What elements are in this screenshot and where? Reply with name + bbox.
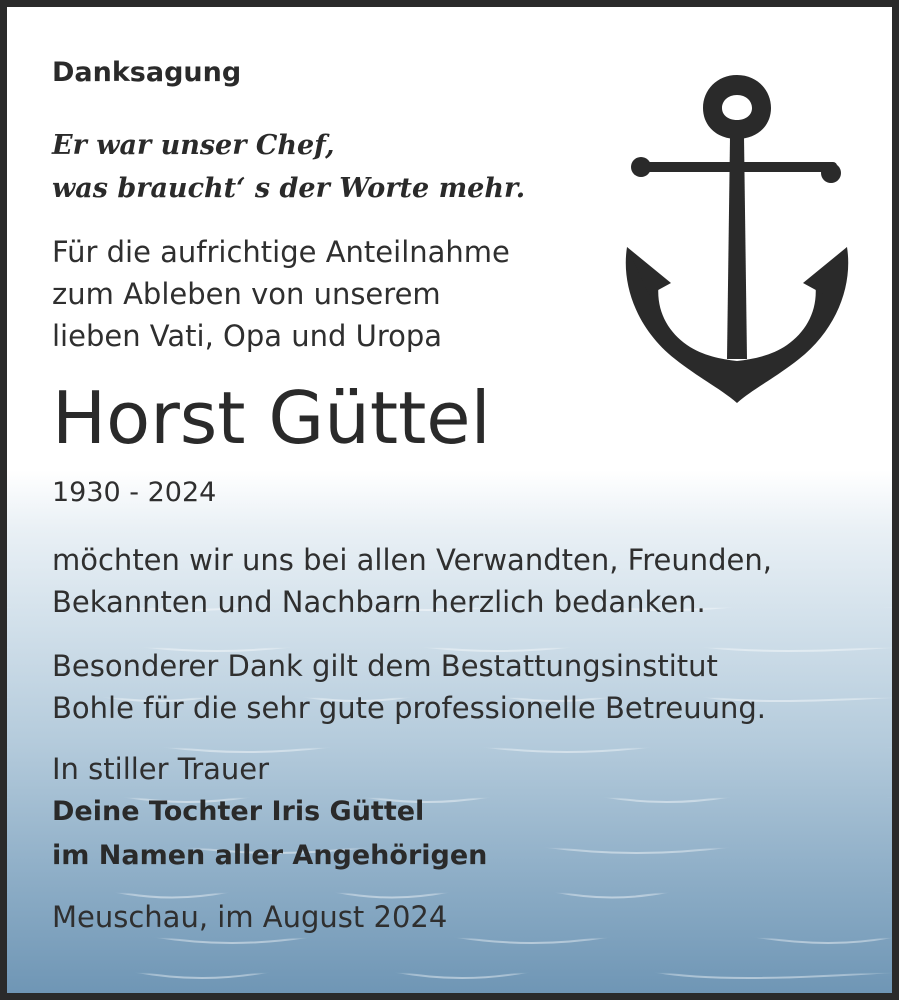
intro-text bbox=[52, 231, 510, 357]
special-thanks-line: Bohle für die sehr gute professionelle Betreuung. bbox=[52, 691, 766, 725]
motto-line: was braucht‘ s der Worte mehr. bbox=[52, 173, 526, 204]
motto-line: Er war unser Chef, bbox=[52, 130, 335, 161]
thanks-text bbox=[52, 539, 772, 623]
family-line: im Namen aller Angehörigen bbox=[52, 840, 488, 871]
thanks-line: Bekannten und Nachbarn herzlich bedanken. bbox=[52, 585, 706, 619]
motto bbox=[52, 124, 525, 210]
family-signature bbox=[52, 790, 487, 878]
intro-line: zum Ableben von unserem bbox=[52, 277, 441, 311]
intro-line: lieben Vati, Opa und Uropa bbox=[52, 319, 443, 353]
mourning-line: In stiller Trauer bbox=[52, 752, 270, 786]
anchor-icon bbox=[619, 69, 855, 407]
intro-line: Für die aufrichtige Anteilnahme bbox=[52, 235, 510, 269]
special-thanks-line: Besonderer Dank gilt dem Bestattungsinstitut bbox=[52, 649, 718, 683]
notice-heading: Danksagung bbox=[52, 57, 242, 88]
life-years: 1930 - 2024 bbox=[52, 477, 217, 508]
thanks-line: möchten wir uns bei allen Verwandten, Freunden, bbox=[52, 543, 772, 577]
deceased-name: Horst Güttel bbox=[52, 376, 491, 460]
family-line: Deine Tochter Iris Güttel bbox=[52, 796, 425, 827]
place-date: Meuschau, im August 2024 bbox=[52, 900, 448, 934]
special-thanks-text bbox=[52, 645, 766, 729]
